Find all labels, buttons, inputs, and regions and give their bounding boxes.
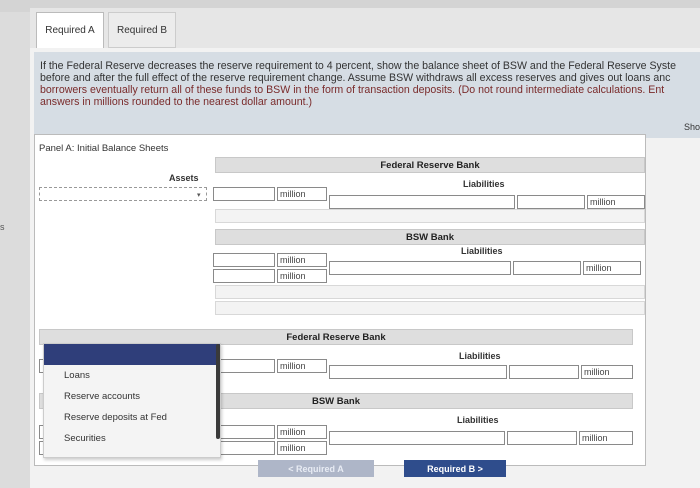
bsw-liability-amount-1[interactable] xyxy=(513,261,581,275)
liabilities-label-4: Liabilities xyxy=(457,415,499,425)
bsw-header-2: BSW Bank xyxy=(39,393,633,409)
show-work-link[interactable]: Sho xyxy=(684,122,700,132)
fed-header-2: Federal Reserve Bank xyxy=(39,329,633,345)
assets-label-1: Assets xyxy=(169,173,199,183)
dropdown-highlight[interactable] xyxy=(44,344,220,365)
fed-liability-million-2: million xyxy=(581,365,633,379)
fed-asset-million-2: million xyxy=(277,359,327,373)
bsw-asset-million-3: million xyxy=(277,425,327,439)
prev-button[interactable]: < Required A xyxy=(258,460,374,477)
fed-empty-row-1 xyxy=(215,209,645,223)
chevron-down-icon[interactable]: ▾ xyxy=(197,192,201,199)
fed-liability-select-2[interactable] xyxy=(329,365,507,379)
instruction-line-2: before and after the full effect of the reserve requirement change. Assume BSW withdraws all excess reserves and gives out loans anc xyxy=(40,72,671,84)
bsw-liability-select-2[interactable] xyxy=(329,431,505,445)
fed-asset-amount-1[interactable] xyxy=(213,187,275,201)
fed-liability-amount-1[interactable] xyxy=(517,195,585,209)
tab-required-a[interactable]: Required A xyxy=(36,12,104,48)
dropdown-option-loans[interactable]: Loans xyxy=(64,370,90,381)
bsw-liability-amount-2[interactable] xyxy=(507,431,577,445)
dropdown-option-reserve-deposits[interactable]: Reserve deposits at Fed xyxy=(64,412,167,423)
bsw-asset-million-1: million xyxy=(277,253,327,267)
balance-sheet-panel xyxy=(34,134,646,466)
question-panel xyxy=(30,8,700,488)
bsw-liability-million-1: million xyxy=(583,261,641,275)
bsw-liability-select-1[interactable] xyxy=(329,261,511,275)
instruction-line-1: If the Federal Reserve decreases the reserve requirement to 4 percent, show the balance sheet of BSW and the Federal Reserve Syste xyxy=(40,60,676,72)
dropdown-option-securities[interactable]: Securities xyxy=(64,433,106,444)
bsw-liability-million-2: million xyxy=(579,431,633,445)
liabilities-label-3: Liabilities xyxy=(459,351,501,361)
bsw-empty-row-1 xyxy=(215,285,645,299)
instruction-line-3: borrowers eventually return all of these funds to BSW in the form of transaction deposits. (Do not round intermediate calculations. Ent xyxy=(40,84,665,96)
asset-dropdown-menu xyxy=(43,343,221,458)
bsw-asset-million-2: million xyxy=(277,269,327,283)
fed-liability-amount-2[interactable] xyxy=(509,365,579,379)
tab-required-b[interactable]: Required B xyxy=(108,12,176,48)
dropdown-option-reserve-accounts[interactable]: Reserve accounts xyxy=(64,391,141,402)
left-edge-mark: s xyxy=(0,222,5,232)
liabilities-label-2: Liabilities xyxy=(461,246,503,256)
instructions xyxy=(34,52,700,138)
fed-liability-select-1[interactable] xyxy=(329,195,515,209)
fed-liability-million-1: million xyxy=(587,195,645,209)
bsw-asset-amount-2[interactable] xyxy=(213,269,275,283)
dropdown-scrollbar[interactable] xyxy=(216,344,220,439)
panel-title: Panel A: Initial Balance Sheets xyxy=(39,143,169,154)
liabilities-label-1: Liabilities xyxy=(463,179,505,189)
bsw-empty-row-2 xyxy=(215,301,645,315)
bsw-asset-million-4: million xyxy=(277,441,327,455)
tab-bar xyxy=(30,8,700,48)
bsw-asset-amount-1[interactable] xyxy=(213,253,275,267)
next-button[interactable]: Required B > xyxy=(404,460,506,477)
fed-header-1: Federal Reserve Bank xyxy=(215,157,645,173)
bsw-header-1: BSW Bank xyxy=(215,229,645,245)
fed-asset-select-1[interactable] xyxy=(39,187,207,201)
fed-asset-million-1: million xyxy=(277,187,327,201)
instruction-line-4: answers in millions rounded to the nearest dollar amount.) xyxy=(40,96,313,108)
